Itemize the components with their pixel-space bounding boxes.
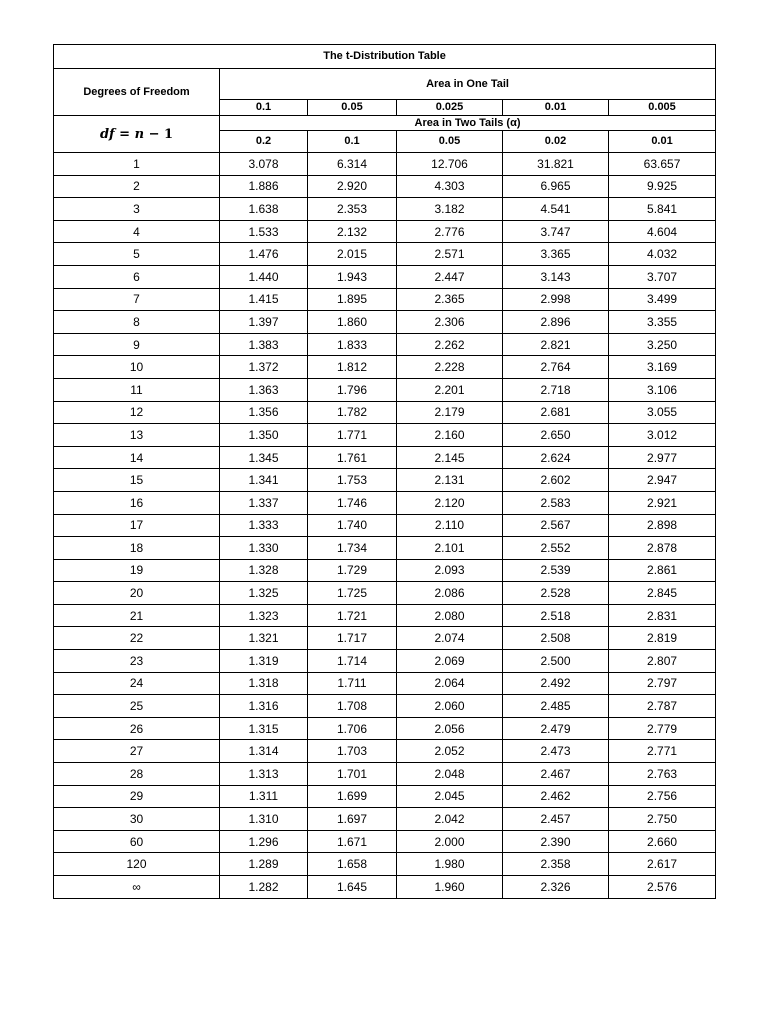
df-cell: 3 <box>54 198 220 221</box>
critical-value-cell: 1.282 <box>220 876 308 899</box>
two-tail-value: 0.01 <box>609 131 716 153</box>
df-cell: 19 <box>54 559 220 582</box>
table-row <box>54 265 716 288</box>
critical-value-cell: 2.920 <box>308 175 397 198</box>
df-cell: 20 <box>54 582 220 605</box>
critical-value-cell: 1.740 <box>308 514 397 537</box>
critical-value-cell: 1.697 <box>308 808 397 831</box>
critical-value-cell: 1.372 <box>220 356 308 379</box>
critical-value-cell: 4.303 <box>397 175 503 198</box>
critical-value-cell: 2.145 <box>397 446 503 469</box>
df-formula-eq: = <box>119 126 135 142</box>
critical-value-cell: 1.356 <box>220 401 308 424</box>
df-cell: 7 <box>54 288 220 311</box>
df-formula-one: 1 <box>164 126 174 142</box>
two-tail-value: 0.02 <box>503 131 609 153</box>
critical-value-cell: 2.779 <box>609 717 716 740</box>
critical-value-cell: 31.821 <box>503 153 609 176</box>
two-tail-value: 0.2 <box>220 131 308 153</box>
critical-value-cell: 2.819 <box>609 627 716 650</box>
critical-value-cell: 1.330 <box>220 537 308 560</box>
critical-value-cell: 3.355 <box>609 311 716 334</box>
critical-value-cell: 2.583 <box>503 491 609 514</box>
df-formula-var: df <box>99 126 115 142</box>
critical-value-cell: 3.182 <box>397 198 503 221</box>
critical-value-cell: 4.541 <box>503 198 609 221</box>
critical-value-cell: 2.447 <box>397 265 503 288</box>
critical-value-cell: 2.878 <box>609 537 716 560</box>
df-cell: 2 <box>54 175 220 198</box>
critical-value-cell: 2.750 <box>609 808 716 831</box>
critical-value-cell: 3.143 <box>503 265 609 288</box>
critical-value-cell: 1.734 <box>308 537 397 560</box>
one-tail-value: 0.01 <box>503 100 609 116</box>
critical-value-cell: 1.796 <box>308 378 397 401</box>
two-tail-value: 0.1 <box>308 131 397 153</box>
critical-value-cell: 2.650 <box>503 424 609 447</box>
df-cell: 21 <box>54 604 220 627</box>
critical-value-cell: 6.314 <box>308 153 397 176</box>
critical-value-cell: 2.110 <box>397 514 503 537</box>
critical-value-cell: 3.250 <box>609 333 716 356</box>
df-cell: 29 <box>54 785 220 808</box>
df-cell: 11 <box>54 378 220 401</box>
table-row <box>54 153 716 176</box>
critical-value-cell: 2.080 <box>397 604 503 627</box>
critical-value-cell: 1.319 <box>220 650 308 673</box>
critical-value-cell: 2.718 <box>503 378 609 401</box>
critical-value-cell: 1.383 <box>220 333 308 356</box>
df-formula <box>100 127 173 142</box>
table-row <box>54 401 716 424</box>
critical-value-cell: 1.296 <box>220 830 308 853</box>
critical-value-cell: 1.658 <box>308 853 397 876</box>
critical-value-cell: 2.132 <box>308 220 397 243</box>
table-row <box>54 650 716 673</box>
critical-value-cell: 3.747 <box>503 220 609 243</box>
critical-value-cell: 1.323 <box>220 604 308 627</box>
table-row <box>54 198 716 221</box>
critical-value-cell: 2.365 <box>397 288 503 311</box>
table-row <box>54 853 716 876</box>
critical-value-cell: 2.567 <box>503 514 609 537</box>
critical-value-cell: 1.311 <box>220 785 308 808</box>
critical-value-cell: 1.671 <box>308 830 397 853</box>
critical-value-cell: 3.078 <box>220 153 308 176</box>
critical-value-cell: 2.831 <box>609 604 716 627</box>
critical-value-cell: 2.492 <box>503 672 609 695</box>
critical-value-cell: 3.012 <box>609 424 716 447</box>
critical-value-cell: 2.821 <box>503 333 609 356</box>
table-row <box>54 356 716 379</box>
critical-value-cell: 1.337 <box>220 491 308 514</box>
critical-value-cell: 2.015 <box>308 243 397 266</box>
df-formula-header <box>54 116 220 153</box>
df-cell: 27 <box>54 740 220 763</box>
df-cell: 26 <box>54 717 220 740</box>
critical-value-cell: 2.086 <box>397 582 503 605</box>
critical-value-cell: 2.807 <box>609 650 716 673</box>
critical-value-cell: 1.980 <box>397 853 503 876</box>
t-distribution-table <box>53 44 716 899</box>
critical-value-cell: 1.350 <box>220 424 308 447</box>
critical-value-cell: 2.617 <box>609 853 716 876</box>
critical-value-cell: 2.201 <box>397 378 503 401</box>
critical-value-cell: 2.000 <box>397 830 503 853</box>
critical-value-cell: 1.895 <box>308 288 397 311</box>
df-cell: 22 <box>54 627 220 650</box>
critical-value-cell: 1.476 <box>220 243 308 266</box>
critical-value-cell: 1.886 <box>220 175 308 198</box>
df-cell: 18 <box>54 537 220 560</box>
critical-value-cell: 2.771 <box>609 740 716 763</box>
critical-value-cell: 1.960 <box>397 876 503 899</box>
table-row <box>54 740 716 763</box>
critical-value-cell: 1.328 <box>220 559 308 582</box>
df-cell: 10 <box>54 356 220 379</box>
df-cell: 5 <box>54 243 220 266</box>
critical-value-cell: 2.845 <box>609 582 716 605</box>
critical-value-cell: 2.787 <box>609 695 716 718</box>
critical-value-cell: 1.345 <box>220 446 308 469</box>
critical-value-cell: 2.462 <box>503 785 609 808</box>
critical-value-cell: 2.060 <box>397 695 503 718</box>
two-tail-value: 0.05 <box>397 131 503 153</box>
table-row <box>54 288 716 311</box>
critical-value-cell: 2.052 <box>397 740 503 763</box>
critical-value-cell: 2.681 <box>503 401 609 424</box>
critical-value-cell: 2.947 <box>609 469 716 492</box>
one-tail-value: 0.025 <box>397 100 503 116</box>
critical-value-cell: 2.977 <box>609 446 716 469</box>
critical-value-cell: 1.943 <box>308 265 397 288</box>
critical-value-cell: 1.782 <box>308 401 397 424</box>
table-title: The t-Distribution Table <box>54 45 716 69</box>
critical-value-cell: 2.042 <box>397 808 503 831</box>
critical-value-cell: 2.326 <box>503 876 609 899</box>
table-row <box>54 830 716 853</box>
table-row <box>54 424 716 447</box>
critical-value-cell: 2.776 <box>397 220 503 243</box>
critical-value-cell: 2.179 <box>397 401 503 424</box>
critical-value-cell: 1.318 <box>220 672 308 695</box>
critical-value-cell: 2.120 <box>397 491 503 514</box>
df-formula-minus: − <box>144 126 164 142</box>
critical-value-cell: 1.708 <box>308 695 397 718</box>
df-cell: ∞ <box>54 876 220 899</box>
critical-value-cell: 2.539 <box>503 559 609 582</box>
critical-value-cell: 1.533 <box>220 220 308 243</box>
critical-value-cell: 9.925 <box>609 175 716 198</box>
critical-value-cell: 12.706 <box>397 153 503 176</box>
critical-value-cell: 2.898 <box>609 514 716 537</box>
critical-value-cell: 3.055 <box>609 401 716 424</box>
df-cell: 12 <box>54 401 220 424</box>
table-row <box>54 763 716 786</box>
critical-value-cell: 2.045 <box>397 785 503 808</box>
critical-value-cell: 2.064 <box>397 672 503 695</box>
table-row <box>54 220 716 243</box>
critical-value-cell: 2.763 <box>609 763 716 786</box>
table-row <box>54 243 716 266</box>
critical-value-cell: 1.721 <box>308 604 397 627</box>
critical-value-cell: 3.499 <box>609 288 716 311</box>
critical-value-cell: 3.707 <box>609 265 716 288</box>
critical-value-cell: 2.624 <box>503 446 609 469</box>
table-row <box>54 717 716 740</box>
table-row <box>54 491 716 514</box>
critical-value-cell: 1.746 <box>308 491 397 514</box>
critical-value-cell: 2.479 <box>503 717 609 740</box>
critical-value-cell: 2.390 <box>503 830 609 853</box>
critical-value-cell: 1.729 <box>308 559 397 582</box>
critical-value-cell: 1.753 <box>308 469 397 492</box>
one-tail-value: 0.1 <box>220 100 308 116</box>
critical-value-cell: 2.861 <box>609 559 716 582</box>
critical-value-cell: 2.508 <box>503 627 609 650</box>
one-tail-value: 0.005 <box>609 100 716 116</box>
critical-value-cell: 2.921 <box>609 491 716 514</box>
df-cell: 14 <box>54 446 220 469</box>
critical-value-cell: 2.576 <box>609 876 716 899</box>
critical-value-cell: 63.657 <box>609 153 716 176</box>
critical-value-cell: 1.363 <box>220 378 308 401</box>
df-cell: 13 <box>54 424 220 447</box>
table-row <box>54 378 716 401</box>
df-formula-n: n <box>134 126 145 142</box>
table-row <box>54 808 716 831</box>
critical-value-cell: 2.998 <box>503 288 609 311</box>
critical-value-cell: 2.306 <box>397 311 503 334</box>
critical-value-cell: 2.485 <box>503 695 609 718</box>
critical-value-cell: 1.717 <box>308 627 397 650</box>
df-cell: 23 <box>54 650 220 673</box>
df-cell: 17 <box>54 514 220 537</box>
df-cell: 15 <box>54 469 220 492</box>
critical-value-cell: 2.764 <box>503 356 609 379</box>
critical-value-cell: 2.500 <box>503 650 609 673</box>
table-row <box>54 627 716 650</box>
critical-value-cell: 2.358 <box>503 853 609 876</box>
critical-value-cell: 1.706 <box>308 717 397 740</box>
one-tail-header: Area in One Tail <box>220 69 716 100</box>
critical-value-cell: 3.169 <box>609 356 716 379</box>
critical-value-cell: 1.397 <box>220 311 308 334</box>
df-cell: 120 <box>54 853 220 876</box>
critical-value-cell: 1.313 <box>220 763 308 786</box>
one-tail-value: 0.05 <box>308 100 397 116</box>
critical-value-cell: 2.797 <box>609 672 716 695</box>
critical-value-cell: 3.365 <box>503 243 609 266</box>
critical-value-cell: 2.660 <box>609 830 716 853</box>
critical-value-cell: 1.310 <box>220 808 308 831</box>
critical-value-cell: 2.101 <box>397 537 503 560</box>
critical-value-cell: 1.701 <box>308 763 397 786</box>
critical-value-cell: 1.699 <box>308 785 397 808</box>
df-cell: 30 <box>54 808 220 831</box>
critical-value-cell: 4.032 <box>609 243 716 266</box>
df-cell: 24 <box>54 672 220 695</box>
critical-value-cell: 2.467 <box>503 763 609 786</box>
table-row <box>54 695 716 718</box>
critical-value-cell: 1.415 <box>220 288 308 311</box>
table-row <box>54 514 716 537</box>
critical-value-cell: 1.638 <box>220 198 308 221</box>
critical-value-cell: 2.228 <box>397 356 503 379</box>
table-row <box>54 446 716 469</box>
table-row <box>54 876 716 899</box>
df-cell: 16 <box>54 491 220 514</box>
critical-value-cell: 2.056 <box>397 717 503 740</box>
critical-value-cell: 2.262 <box>397 333 503 356</box>
critical-value-cell: 1.321 <box>220 627 308 650</box>
table-row <box>54 582 716 605</box>
critical-value-cell: 2.473 <box>503 740 609 763</box>
critical-value-cell: 2.160 <box>397 424 503 447</box>
table-row <box>54 785 716 808</box>
critical-value-cell: 2.552 <box>503 537 609 560</box>
critical-value-cell: 2.756 <box>609 785 716 808</box>
critical-value-cell: 2.131 <box>397 469 503 492</box>
table-row <box>54 333 716 356</box>
two-tail-header: Area in Two Tails (α) <box>220 116 716 131</box>
df-cell: 6 <box>54 265 220 288</box>
critical-value-cell: 1.325 <box>220 582 308 605</box>
table-row <box>54 672 716 695</box>
critical-value-cell: 1.812 <box>308 356 397 379</box>
critical-value-cell: 2.069 <box>397 650 503 673</box>
critical-value-cell: 5.841 <box>609 198 716 221</box>
df-cell: 1 <box>54 153 220 176</box>
critical-value-cell: 1.440 <box>220 265 308 288</box>
critical-value-cell: 1.316 <box>220 695 308 718</box>
table-row <box>54 175 716 198</box>
critical-value-cell: 1.714 <box>308 650 397 673</box>
critical-value-cell: 2.896 <box>503 311 609 334</box>
critical-value-cell: 4.604 <box>609 220 716 243</box>
df-cell: 25 <box>54 695 220 718</box>
df-cell: 8 <box>54 311 220 334</box>
table-row <box>54 311 716 334</box>
critical-value-cell: 6.965 <box>503 175 609 198</box>
degrees-of-freedom-header: Degrees of Freedom <box>54 69 220 116</box>
critical-value-cell: 2.093 <box>397 559 503 582</box>
critical-value-cell: 1.314 <box>220 740 308 763</box>
critical-value-cell: 1.771 <box>308 424 397 447</box>
critical-value-cell: 2.074 <box>397 627 503 650</box>
table-row <box>54 604 716 627</box>
critical-value-cell: 1.761 <box>308 446 397 469</box>
critical-value-cell: 1.645 <box>308 876 397 899</box>
critical-value-cell: 3.106 <box>609 378 716 401</box>
critical-value-cell: 2.048 <box>397 763 503 786</box>
critical-value-cell: 1.711 <box>308 672 397 695</box>
df-cell: 4 <box>54 220 220 243</box>
critical-value-cell: 1.833 <box>308 333 397 356</box>
table-row <box>54 559 716 582</box>
critical-value-cell: 1.860 <box>308 311 397 334</box>
critical-value-cell: 2.353 <box>308 198 397 221</box>
critical-value-cell: 2.571 <box>397 243 503 266</box>
critical-value-cell: 2.457 <box>503 808 609 831</box>
table-row <box>54 469 716 492</box>
critical-value-cell: 2.518 <box>503 604 609 627</box>
critical-value-cell: 1.725 <box>308 582 397 605</box>
df-cell: 60 <box>54 830 220 853</box>
critical-value-cell: 1.289 <box>220 853 308 876</box>
critical-value-cell: 2.528 <box>503 582 609 605</box>
critical-value-cell: 2.602 <box>503 469 609 492</box>
df-cell: 28 <box>54 763 220 786</box>
critical-value-cell: 1.703 <box>308 740 397 763</box>
critical-value-cell: 1.333 <box>220 514 308 537</box>
df-cell: 9 <box>54 333 220 356</box>
table-row <box>54 537 716 560</box>
critical-value-cell: 1.315 <box>220 717 308 740</box>
critical-value-cell: 1.341 <box>220 469 308 492</box>
